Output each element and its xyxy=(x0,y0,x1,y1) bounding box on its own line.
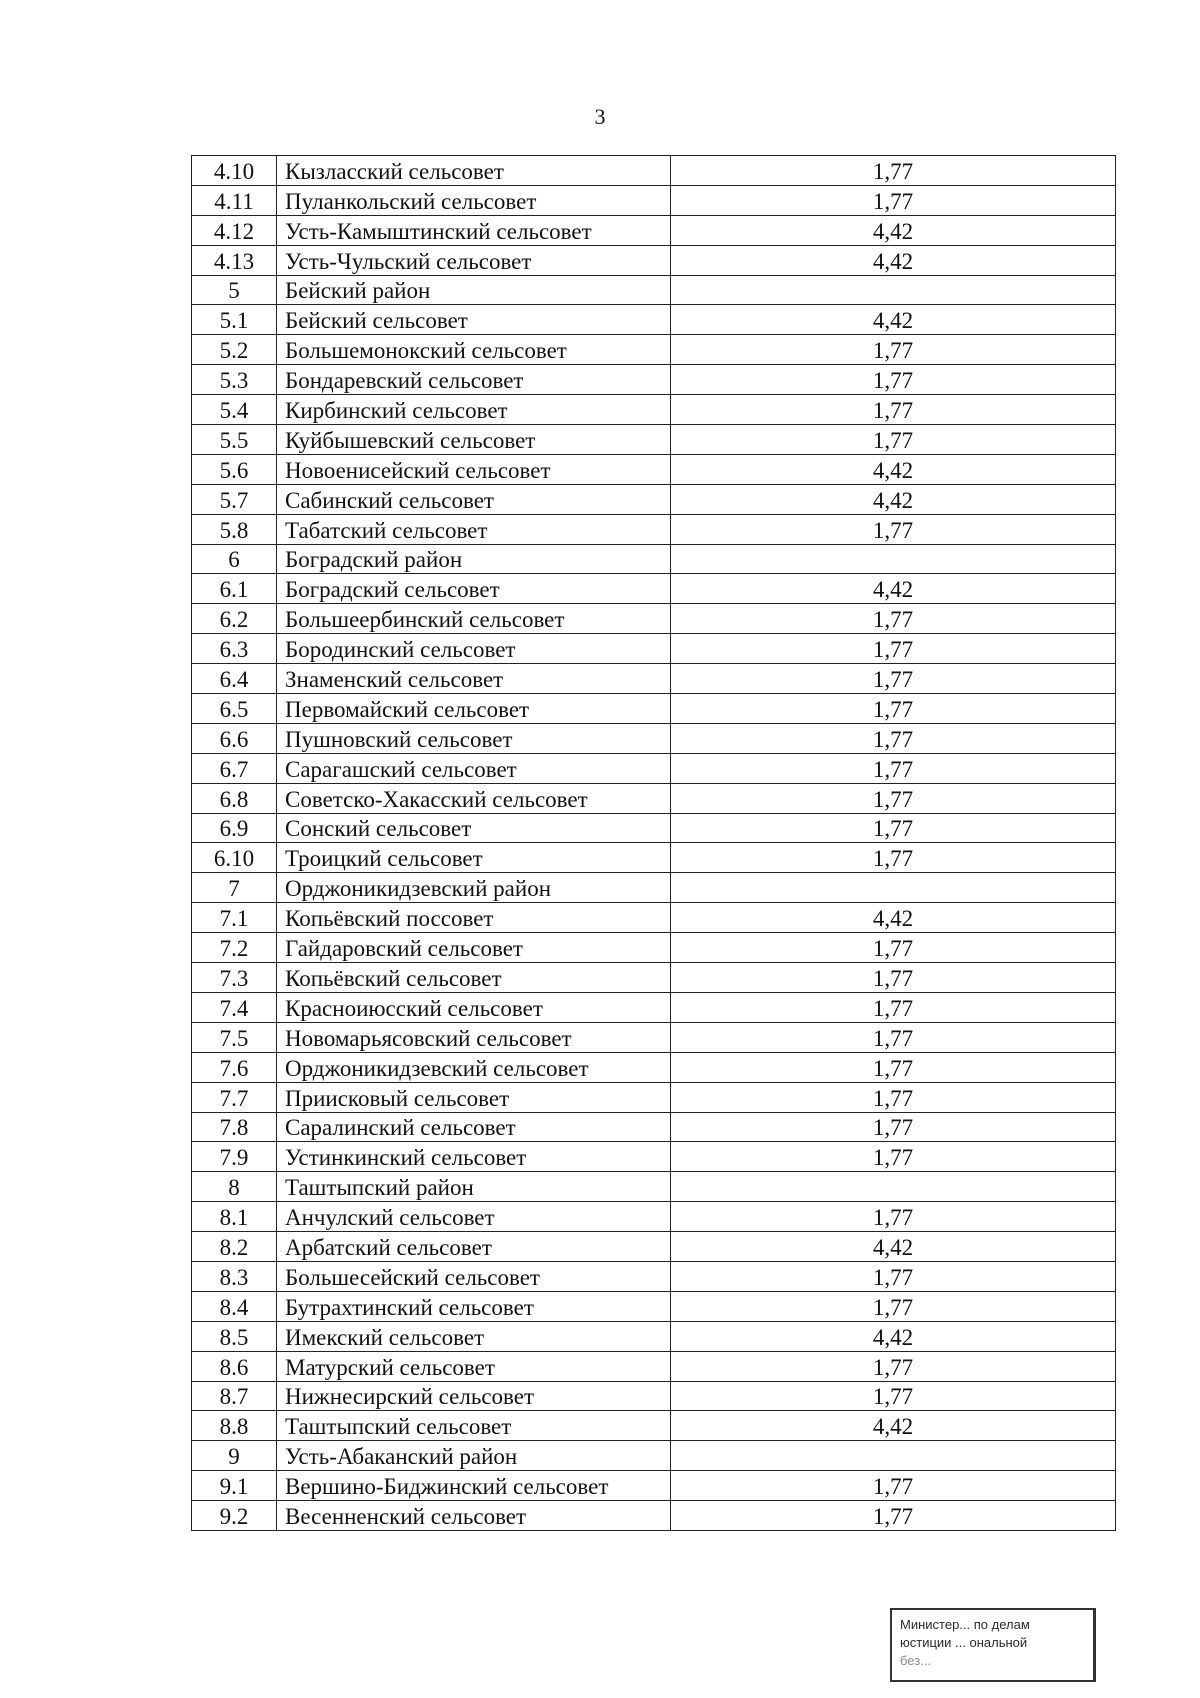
municipality-name: Арбатский сельсовет xyxy=(277,1232,671,1262)
municipality-name: Знаменский сельсовет xyxy=(277,664,671,694)
municipality-name: Имекский сельсовет xyxy=(277,1321,671,1351)
municipality-name: Гайдаровский сельсовет xyxy=(277,933,671,963)
table-row xyxy=(192,1052,1116,1082)
table-row xyxy=(192,574,1116,604)
coefficient-value: 1,77 xyxy=(671,634,1116,664)
coefficient-value: 1,77 xyxy=(671,753,1116,783)
row-number: 9 xyxy=(192,1441,277,1471)
table-row xyxy=(192,454,1116,484)
coefficient-value: 1,77 xyxy=(671,1261,1116,1291)
municipality-name: Усть-Абаканский район xyxy=(277,1441,671,1471)
coefficient-value: 4,42 xyxy=(671,1411,1116,1441)
row-number: 8.4 xyxy=(192,1291,277,1321)
row-number: 5.3 xyxy=(192,365,277,395)
table-row xyxy=(192,634,1116,664)
coefficient-value: 1,77 xyxy=(671,933,1116,963)
table-row xyxy=(192,664,1116,694)
table-row xyxy=(192,903,1116,933)
coefficient-value xyxy=(671,544,1116,574)
table-row xyxy=(192,963,1116,993)
table-row xyxy=(192,1411,1116,1441)
coefficient-value: 1,77 xyxy=(671,1351,1116,1381)
coefficient-value xyxy=(671,1172,1116,1202)
table-row xyxy=(192,1471,1116,1501)
table-row xyxy=(192,395,1116,425)
municipality-name: Бондаревский сельсовет xyxy=(277,365,671,395)
table-row xyxy=(192,156,1116,186)
municipality-name: Весенненский сельсовет xyxy=(277,1501,671,1531)
municipality-name: Таштыпский сельсовет xyxy=(277,1411,671,1441)
municipality-name: Табатский сельсовет xyxy=(277,514,671,544)
row-number: 7.3 xyxy=(192,963,277,993)
municipality-name: Первомайский сельсовет xyxy=(277,694,671,724)
coefficient-value: 1,77 xyxy=(671,156,1116,186)
row-number: 5 xyxy=(192,275,277,305)
coefficient-value: 1,77 xyxy=(671,1501,1116,1531)
municipality-name: Большемонокский сельсовет xyxy=(277,335,671,365)
table-row xyxy=(192,1112,1116,1142)
coefficient-value: 4,42 xyxy=(671,574,1116,604)
municipality-name: Бейский сельсовет xyxy=(277,305,671,335)
coefficient-value: 1,77 xyxy=(671,1022,1116,1052)
coefficient-value: 4,42 xyxy=(671,484,1116,514)
table-row xyxy=(192,1082,1116,1112)
row-number: 5.7 xyxy=(192,484,277,514)
table-row xyxy=(192,1351,1116,1381)
coefficient-value: 1,77 xyxy=(671,783,1116,813)
coefficient-value xyxy=(671,873,1116,903)
municipality-name: Бутрахтинский сельсовет xyxy=(277,1291,671,1321)
table-row xyxy=(192,305,1116,335)
table-row xyxy=(192,604,1116,634)
table-row xyxy=(192,1501,1116,1531)
municipality-name: Усть-Камыштинский сельсовет xyxy=(277,215,671,245)
municipality-name: Матурский сельсовет xyxy=(277,1351,671,1381)
stamp-line-1: Министер... по делам xyxy=(900,1617,1030,1632)
table-row xyxy=(192,1291,1116,1321)
table-row xyxy=(192,783,1116,813)
row-number: 6.3 xyxy=(192,634,277,664)
row-number: 4.10 xyxy=(192,156,277,186)
coefficient-value: 1,77 xyxy=(671,365,1116,395)
row-number: 8.6 xyxy=(192,1351,277,1381)
table-row xyxy=(192,514,1116,544)
row-number: 7.1 xyxy=(192,903,277,933)
table-row xyxy=(192,365,1116,395)
municipality-name: Сарагашский сельсовет xyxy=(277,753,671,783)
table-row xyxy=(192,723,1116,753)
coefficient-value: 1,77 xyxy=(671,1471,1116,1501)
table-row xyxy=(192,275,1116,305)
stamp-line-2: юстиции ... ональной xyxy=(900,1635,1028,1650)
table-row xyxy=(192,1232,1116,1262)
coefficient-value: 1,77 xyxy=(671,1112,1116,1142)
row-number: 8.2 xyxy=(192,1232,277,1262)
municipality-name: Саралинский сельсовет xyxy=(277,1112,671,1142)
row-number: 7.7 xyxy=(192,1082,277,1112)
table-row xyxy=(192,215,1116,245)
municipality-name: Бейский район xyxy=(277,275,671,305)
table-row xyxy=(192,1441,1116,1471)
row-number: 6.5 xyxy=(192,694,277,724)
row-number: 7.5 xyxy=(192,1022,277,1052)
row-number: 7.9 xyxy=(192,1142,277,1172)
coefficient-value: 1,77 xyxy=(671,813,1116,843)
coefficient-value: 1,77 xyxy=(671,1082,1116,1112)
row-number: 6.1 xyxy=(192,574,277,604)
row-number: 8.8 xyxy=(192,1411,277,1441)
table-row xyxy=(192,484,1116,514)
municipality-name: Устинкинский сельсовет xyxy=(277,1142,671,1172)
municipality-name: Куйбышевский сельсовет xyxy=(277,425,671,455)
table-row xyxy=(192,1142,1116,1172)
municipality-name: Новоенисейский сельсовет xyxy=(277,454,671,484)
table-row xyxy=(192,245,1116,275)
coefficient-value: 1,77 xyxy=(671,723,1116,753)
registration-stamp xyxy=(890,1608,1096,1682)
coefficient-value: 1,77 xyxy=(671,335,1116,365)
coefficient-value: 1,77 xyxy=(671,425,1116,455)
municipalities-table xyxy=(191,155,1116,1531)
municipality-name: Советско-Хакасский сельсовет xyxy=(277,783,671,813)
row-number: 7.4 xyxy=(192,992,277,1022)
coefficient-value: 1,77 xyxy=(671,992,1116,1022)
coefficient-value: 4,42 xyxy=(671,245,1116,275)
row-number: 7.8 xyxy=(192,1112,277,1142)
table-row xyxy=(192,1202,1116,1232)
row-number: 5.1 xyxy=(192,305,277,335)
coefficient-value: 1,77 xyxy=(671,1291,1116,1321)
row-number: 4.11 xyxy=(192,185,277,215)
coefficient-value: 1,77 xyxy=(671,604,1116,634)
table-row xyxy=(192,1172,1116,1202)
row-number: 6.7 xyxy=(192,753,277,783)
row-number: 8.7 xyxy=(192,1381,277,1411)
municipality-name: Копьёвский поссовет xyxy=(277,903,671,933)
coefficient-value: 4,42 xyxy=(671,305,1116,335)
table-row xyxy=(192,335,1116,365)
table-row xyxy=(192,1321,1116,1351)
row-number: 5.2 xyxy=(192,335,277,365)
coefficient-value: 1,77 xyxy=(671,514,1116,544)
table-row xyxy=(192,185,1116,215)
row-number: 6.9 xyxy=(192,813,277,843)
row-number: 5.4 xyxy=(192,395,277,425)
row-number: 7.6 xyxy=(192,1052,277,1082)
municipality-name: Красноиюсский сельсовет xyxy=(277,992,671,1022)
municipality-name: Приисковый сельсовет xyxy=(277,1082,671,1112)
row-number: 6 xyxy=(192,544,277,574)
table-body xyxy=(192,156,1116,1531)
coefficient-value: 1,77 xyxy=(671,395,1116,425)
coefficient-value: 1,77 xyxy=(671,1052,1116,1082)
row-number: 8 xyxy=(192,1172,277,1202)
table-row xyxy=(192,873,1116,903)
coefficient-value: 4,42 xyxy=(671,454,1116,484)
table-row xyxy=(192,992,1116,1022)
municipality-name: Кирбинский сельсовет xyxy=(277,395,671,425)
coefficient-value: 1,77 xyxy=(671,1142,1116,1172)
municipality-name: Боградский сельсовет xyxy=(277,574,671,604)
row-number: 5.8 xyxy=(192,514,277,544)
coefficient-value xyxy=(671,1441,1116,1471)
table-row xyxy=(192,843,1116,873)
coefficient-value: 4,42 xyxy=(671,1321,1116,1351)
row-number: 9.2 xyxy=(192,1501,277,1531)
coefficient-value: 1,77 xyxy=(671,1202,1116,1232)
municipality-name: Анчулский сельсовет xyxy=(277,1202,671,1232)
municipality-name: Орджоникидзевский район xyxy=(277,873,671,903)
municipality-name: Бородинский сельсовет xyxy=(277,634,671,664)
municipality-name: Большеербинский сельсовет xyxy=(277,604,671,634)
row-number: 6.8 xyxy=(192,783,277,813)
row-number: 4.12 xyxy=(192,215,277,245)
municipality-name: Троицкий сельсовет xyxy=(277,843,671,873)
table-row xyxy=(192,425,1116,455)
municipality-name: Новомарьясовский сельсовет xyxy=(277,1022,671,1052)
coefficient-value: 1,77 xyxy=(671,963,1116,993)
municipality-name: Пуланкольский сельсовет xyxy=(277,185,671,215)
table-row xyxy=(192,1261,1116,1291)
row-number: 6.6 xyxy=(192,723,277,753)
row-number: 7 xyxy=(192,873,277,903)
municipality-name: Нижнесирский сельсовет xyxy=(277,1381,671,1411)
row-number: 9.1 xyxy=(192,1471,277,1501)
municipality-name: Сабинский сельсовет xyxy=(277,484,671,514)
stamp-line-3: без... xyxy=(900,1653,932,1668)
municipality-name: Орджоникидзевский сельсовет xyxy=(277,1052,671,1082)
row-number: 6.10 xyxy=(192,843,277,873)
row-number: 8.5 xyxy=(192,1321,277,1351)
table-row xyxy=(192,933,1116,963)
row-number: 8.3 xyxy=(192,1261,277,1291)
municipality-name: Усть-Чульский сельсовет xyxy=(277,245,671,275)
row-number: 7.2 xyxy=(192,933,277,963)
coefficient-value xyxy=(671,275,1116,305)
municipality-name: Боградский район xyxy=(277,544,671,574)
table-row xyxy=(192,544,1116,574)
row-number: 4.13 xyxy=(192,245,277,275)
table-row xyxy=(192,1381,1116,1411)
table-row xyxy=(192,1022,1116,1052)
coefficient-value: 1,77 xyxy=(671,694,1116,724)
table-row xyxy=(192,694,1116,724)
row-number: 8.1 xyxy=(192,1202,277,1232)
coefficient-value: 4,42 xyxy=(671,215,1116,245)
page-number: 3 xyxy=(594,104,606,129)
municipality-name: Вершино-Биджинский сельсовет xyxy=(277,1471,671,1501)
row-number: 5.5 xyxy=(192,425,277,455)
row-number: 6.4 xyxy=(192,664,277,694)
coefficient-value: 4,42 xyxy=(671,903,1116,933)
coefficient-value: 1,77 xyxy=(671,1381,1116,1411)
municipality-name: Кызласский сельсовет xyxy=(277,156,671,186)
table-row xyxy=(192,753,1116,783)
row-number: 5.6 xyxy=(192,454,277,484)
coefficient-value: 1,77 xyxy=(671,843,1116,873)
municipality-name: Копьёвский сельсовет xyxy=(277,963,671,993)
coefficient-value: 1,77 xyxy=(671,185,1116,215)
table-row xyxy=(192,813,1116,843)
municipality-name: Пушновский сельсовет xyxy=(277,723,671,753)
municipality-name: Сонский сельсовет xyxy=(277,813,671,843)
row-number: 6.2 xyxy=(192,604,277,634)
municipality-name: Большесейский сельсовет xyxy=(277,1261,671,1291)
coefficient-value: 4,42 xyxy=(671,1232,1116,1262)
municipality-name: Таштыпский район xyxy=(277,1172,671,1202)
coefficient-value: 1,77 xyxy=(671,664,1116,694)
